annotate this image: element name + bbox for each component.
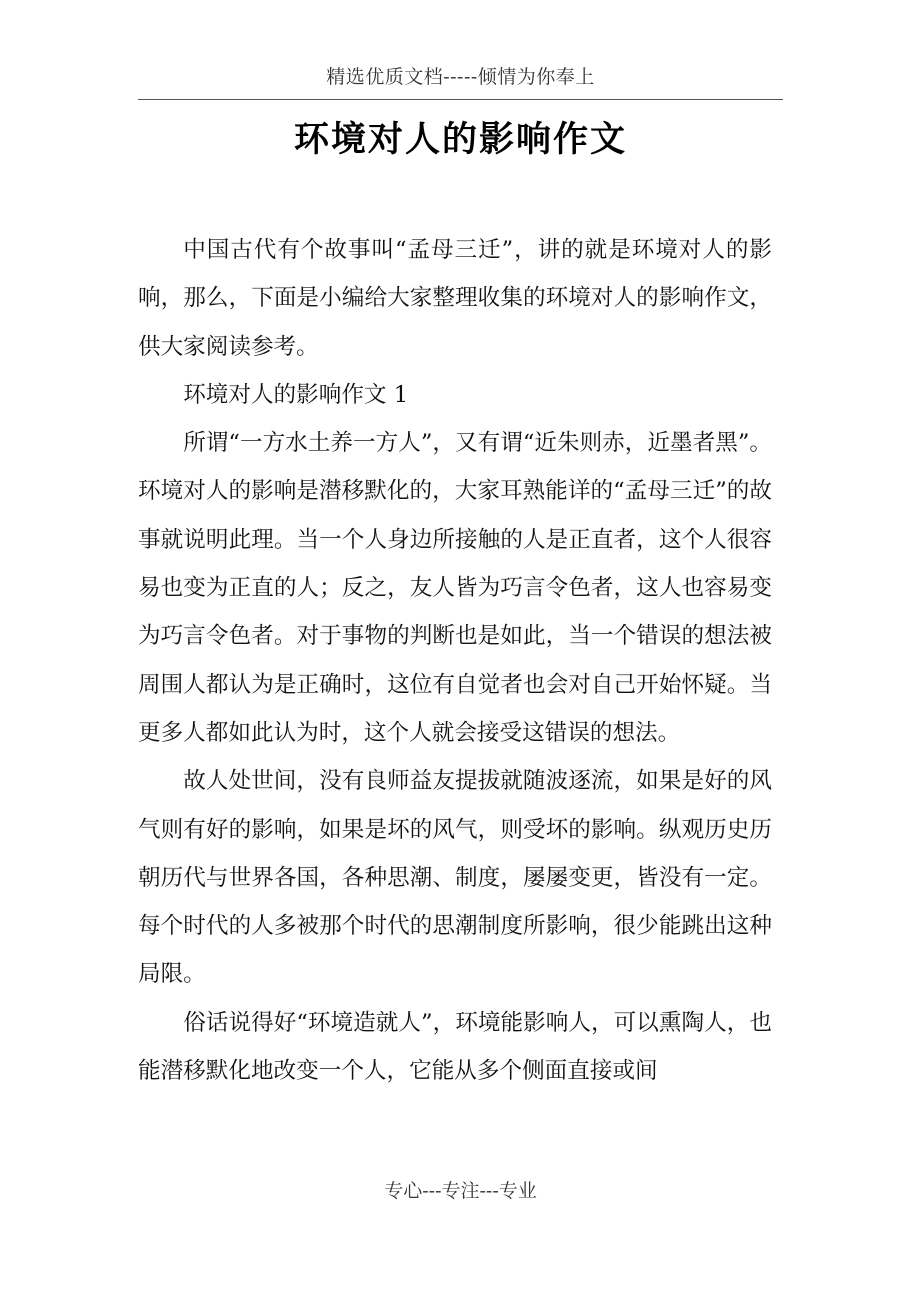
paragraph: 故人处世间，没有良师益友提拔就随波逐流，如果是好的风气则有好的影响，如果是坏的风气，则受坏的影响。纵观历史历朝历代与世界各国，各种思潮、制度，屡屡变更，皆没有一定。每个时代的人多被那个时代的思潮制度所影响，很少能跳出这种局限。: [138, 768, 772, 988]
paragraph-intro: 中国古代有个故事叫“孟母三迁”，讲的就是环境对人的影响，那么，下面是小编给大家整理收集的环境对人的影响作文，供大家阅读参考。: [138, 237, 772, 360]
paragraph: 所谓“一方水土养一方人”，又有谓“近朱则赤，近墨者黑”。环境对人的影响是潜移默化的，大家耳熟能详的“孟母三迁”的故事就说明此理。当一个人身边所接触的人是正直者，这个人很容易也变为正直的人；反之，友人皆为巧言令色者，这人也容易变为巧言令色者。对于事物的判断也是如此，当一个错误的想法被周围人都认为是正确时，这位有自觉者也会对自己开始怀疑。当更多人都如此认为时，这个人就会接受这错误的想法。: [138, 430, 772, 746]
paragraph: 俗话说得好“环境造就人”，环境能影响人，可以熏陶人，也能潜移默化地改变一个人，它能从多个侧面直接或间: [138, 1009, 772, 1085]
header-divider: [138, 99, 783, 100]
page-header: 精选优质文档-----倾情为你奉上: [326, 66, 595, 88]
document-title: 环境对人的影响作文: [293, 119, 627, 160]
section-heading: 环境对人的影响作文 1: [183, 381, 409, 408]
page-footer: 专心---专注---专业: [384, 1180, 537, 1202]
document-body: [138, 226, 772, 1095]
